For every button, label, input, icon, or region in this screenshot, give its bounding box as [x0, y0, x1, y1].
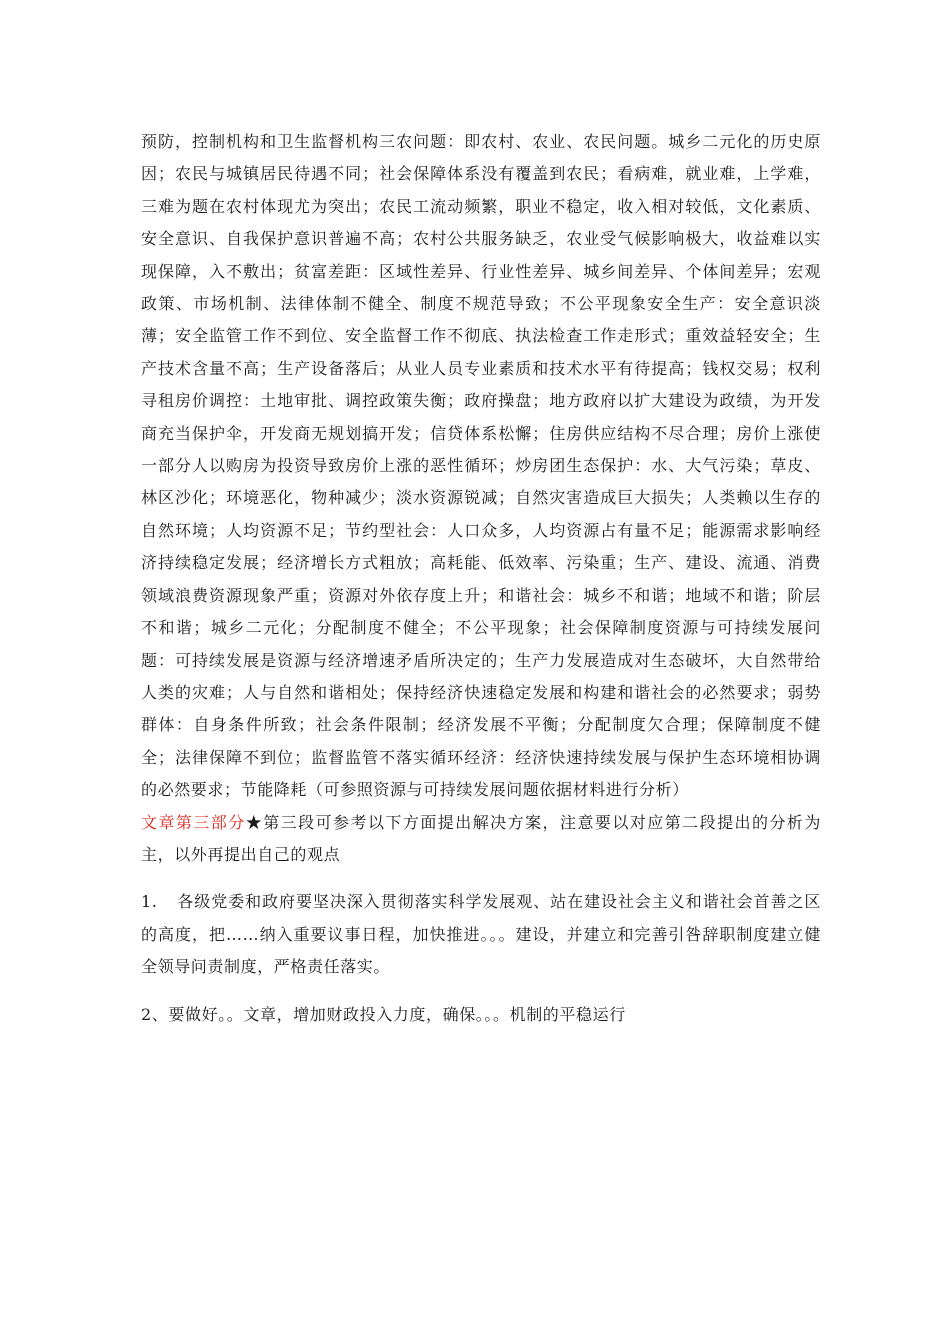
list-item-text: 各级党委和政府要坚决深入贯彻落实科学发展观、站在建设社会主义和谐社会首善之区的高度，把……纳入重要议事日程，加快推进。。。建设，并建立和完善引咎辞职制度建立健全领导问责制度，严格责任落实。: [141, 892, 821, 977]
body-paragraph: 预防，控制机构和卫生监督机构三农问题：即农村、农业、农民问题。城乡二元化的历史原因；农民与城镇居民待遇不同；社会保障体系没有覆盖到农民；看病难，就业难，上学难，三难为题在农村体现尤为突出；农民工流动频繁，职业不稳定，收入相对较低，文化素质、安全意识、自我保护意识普遍不高；农村公共服务缺乏，农业受气候影响极大，收益难以实现保障，入不敷出；贫富差距：区域性差异、行业性差异、城乡间差异、个体间差异；宏观政策、市场机制、法律体制不健全、制度不规范导致；不公平现象安全生产：安全意识淡薄；安全监管工作不到位、安全监督工作不彻底、执法检查工作走形式；重效益轻安全；生产技术含量不高；生产设备落后；从业人员专业素质和技术水平有待提高；钱权交易；权利寻租房价调控：土地审批、调控政策失衡；政府操盘；地方政府以扩大建设为政绩，为开发商充当保护伞，开发商无规划搞开发；信贷体系松懈；住房供应结构不尽合理；房价上涨使一部分人以购房为投资导致房价上涨的恶性循环；炒房团生态保护：水、大气污染；草皮、林区沙化；环境恶化，物种减少；淡水资源锐减；自然灾害造成巨大损失；人类赖以生存的自然环境；人均资源不足；节约型社会：人口众多，人均资源占有量不足；能源需求影响经济持续稳定发展；经济增长方式粗放；高耗能、低效率、污染重；生产、建设、流通、消费领域浪费资源现象严重；资源对外依存度上升；和谐社会：城乡不和谐；地域不和谐；阶层不和谐；城乡二元化；分配制度不健全；不公平现象；社会保障制度资源与可持续发展问题：可持续发展是资源与经济增速矛盾所决定的；生产力发展造成对生态破坏，大自然带给人类的灾难；人与自然和谐相处；保持经济快速稳定发展和构建和谐社会的必然要求；弱势群体：自身条件所致；社会条件限制；经济发展不平衡；分配制度欠合理；保障制度不健全；法律保障不到位；监督监管不落实循环经济：经济快速持续发展与保护生态环境相协调的必然要求；节能降耗（可参照资源与可持续发展问题依据材料进行分析）: [141, 132, 821, 800]
section-label: 文章第三部分: [141, 812, 246, 832]
section-paragraph: [141, 807, 821, 872]
list-item-1: [141, 886, 821, 983]
section-text: ★第三段可参考以下方面提出解决方案，注意要以对应第二段提出的分析为主，以外再提出自己的观点: [141, 812, 821, 864]
list-item-2: [141, 999, 821, 1031]
list-item-number: 1.: [141, 892, 158, 912]
list-item-number: 2、: [141, 1004, 169, 1024]
list-item-text: 要做好。。文章，增加财政投入力度，确保。。。机制的平稳运行: [168, 1004, 626, 1024]
document-page: [141, 126, 821, 1031]
